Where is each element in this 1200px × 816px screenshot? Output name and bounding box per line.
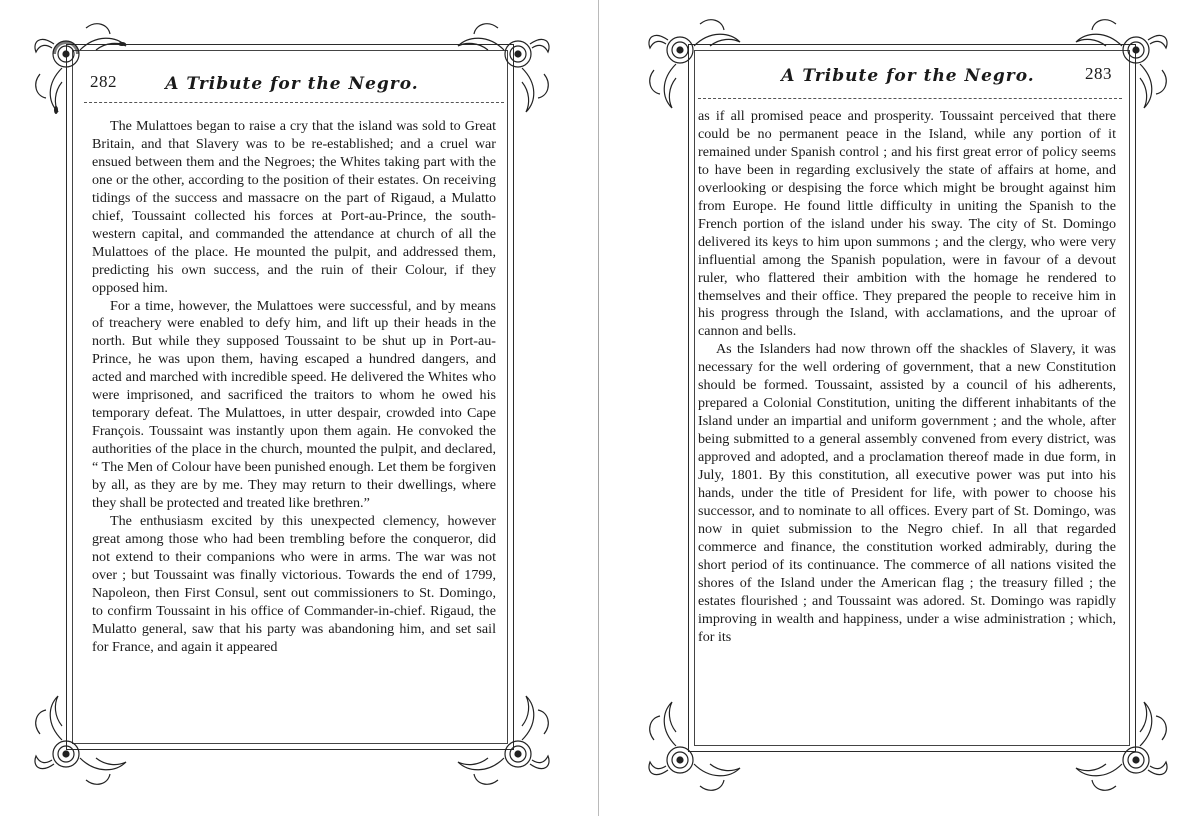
- running-title: A Tribute for the Negro.: [165, 74, 419, 94]
- corner-ornament-bottom-right: [1066, 700, 1176, 800]
- corner-ornament-bottom-right: [448, 694, 558, 794]
- page-header: [698, 60, 1118, 92]
- page-number: 282: [90, 72, 117, 91]
- page-header: [82, 66, 502, 98]
- body-text: [698, 108, 1116, 647]
- page-number: 283: [1085, 64, 1112, 83]
- left-page: [0, 0, 598, 816]
- corner-ornament-top-right: [448, 14, 558, 114]
- paragraph: As the Islanders had now thrown off the shackles of Slavery, it was necessary for the well ordering of government, that a new Constitution should be formed. Toussaint, assisted by a council of his adherents, prepared a Colonial Constitution, uniting the different inhabitants of the Island under an impartial and uniform government ; and the whole, after being submitted to a general assembly convened from every district, was approved and adopted, and a proclamation thereof made in due form, in July, 1801. By this constitution, all executive power was put into his hands, under the title of President for life, with power to choose his successor, and to nominate to all offices. Every part of St. Domingo, was now in quiet submission to the Negro chief. In all that regarded commerce and finance, the constitution worked admirably, during the short period of its continuance. The commerce of all nations visited the shores of the Island under the American flag ; the treasury filled ; the estates flourished ; and Toussaint was adored. St. Domingo was rapidly improving in wealth and happiness, under a wise administration ; which, for its: [698, 341, 1116, 645]
- paragraph: For a time, however, the Mulattoes were successful, and by means of treachery were enabled to defy him, and lift up their heads in the north. But while they supposed Toussaint to be shut up in Port-au-Prince, he was upon them, having escaped a hundred dangers, and acted and marched with incredible speed. He delivered the Whites who were imprisoned, and sacrificed the traitors to whom he owed his temporary defeat. The Mulattoes, in utter despair, crowded into Cape François. Toussaint was instantly upon them again. He convoked the authorities of the place in the church, mounted the pulpit, and declared, “ The Men of Colour have been punished enough. Let them be forgiven by all, as they are by me. They may return to their dwellings, where they shall be protected and treated like brethren.”: [92, 297, 496, 512]
- paragraph: The Mulattoes began to raise a cry that the island was sold to Great Britain, and that Slavery was to be re-established; and a cruel war ensued between them and the Negroes; the Whites taking part with the one or the other, according to the position of their estates. On receiving tidings of the success and massacre on the part of Rigaud, a Mulatto chief, Toussaint collected his forces at Port-au-Prince, the south-western capital, and commanded the attendance at church of all the Mulattoes of the place. He mounted the pulpit, and addressed them, predicting his own success, and the ruin of their Colour, if they opposed him.: [92, 118, 496, 296]
- paragraph: as if all promised peace and prosperity. Toussaint perceived that there could be no permanent peace in the Island, while any portion of it remained under Spanish control ; and his first great error of policy seems to have been in regarding exclusively the state of affairs at home, and overlooking or despising the force which might be brought against him from Europe. He found little difficulty in uniting the Spanish to the French portion of the island under his sway. The city of St. Domingo delivered its keys to him upon summons ; and the clergy, who were very influential among the Spanish population, were in favour of a devout ruler, who flattered their ambition with the homage he rendered to themselves and their office. They prepared the people to receive him in his progress through the Island, with acclamations, and the uproar of cannon and bells.: [698, 108, 1116, 340]
- running-title: A Tribute for the Negro.: [781, 66, 1035, 86]
- corner-ornament-bottom-left: [26, 694, 136, 794]
- right-page: [600, 0, 1200, 816]
- header-rule: [698, 98, 1122, 99]
- paragraph: The enthusiasm excited by this unexpected clemency, however great among those who had been trembling before the conqueror, did not extend to their companions who were in arms. The war was not over ; but Toussaint was finally victorious. Towards the end of 1799, Napoleon, then First Consul, sent out commissioners to St. Domingo, to confirm Toussaint in his office of Commander-in-chief. Rigaud, the Mulatto general, saw that his party was abandoning him, and set sail for France, and again it appeared: [92, 512, 496, 655]
- corner-ornament-bottom-left: [640, 700, 750, 800]
- book-gutter: [598, 0, 599, 816]
- header-rule: [84, 102, 504, 103]
- corner-ornament-top-left: [26, 14, 136, 114]
- body-text: [92, 118, 496, 657]
